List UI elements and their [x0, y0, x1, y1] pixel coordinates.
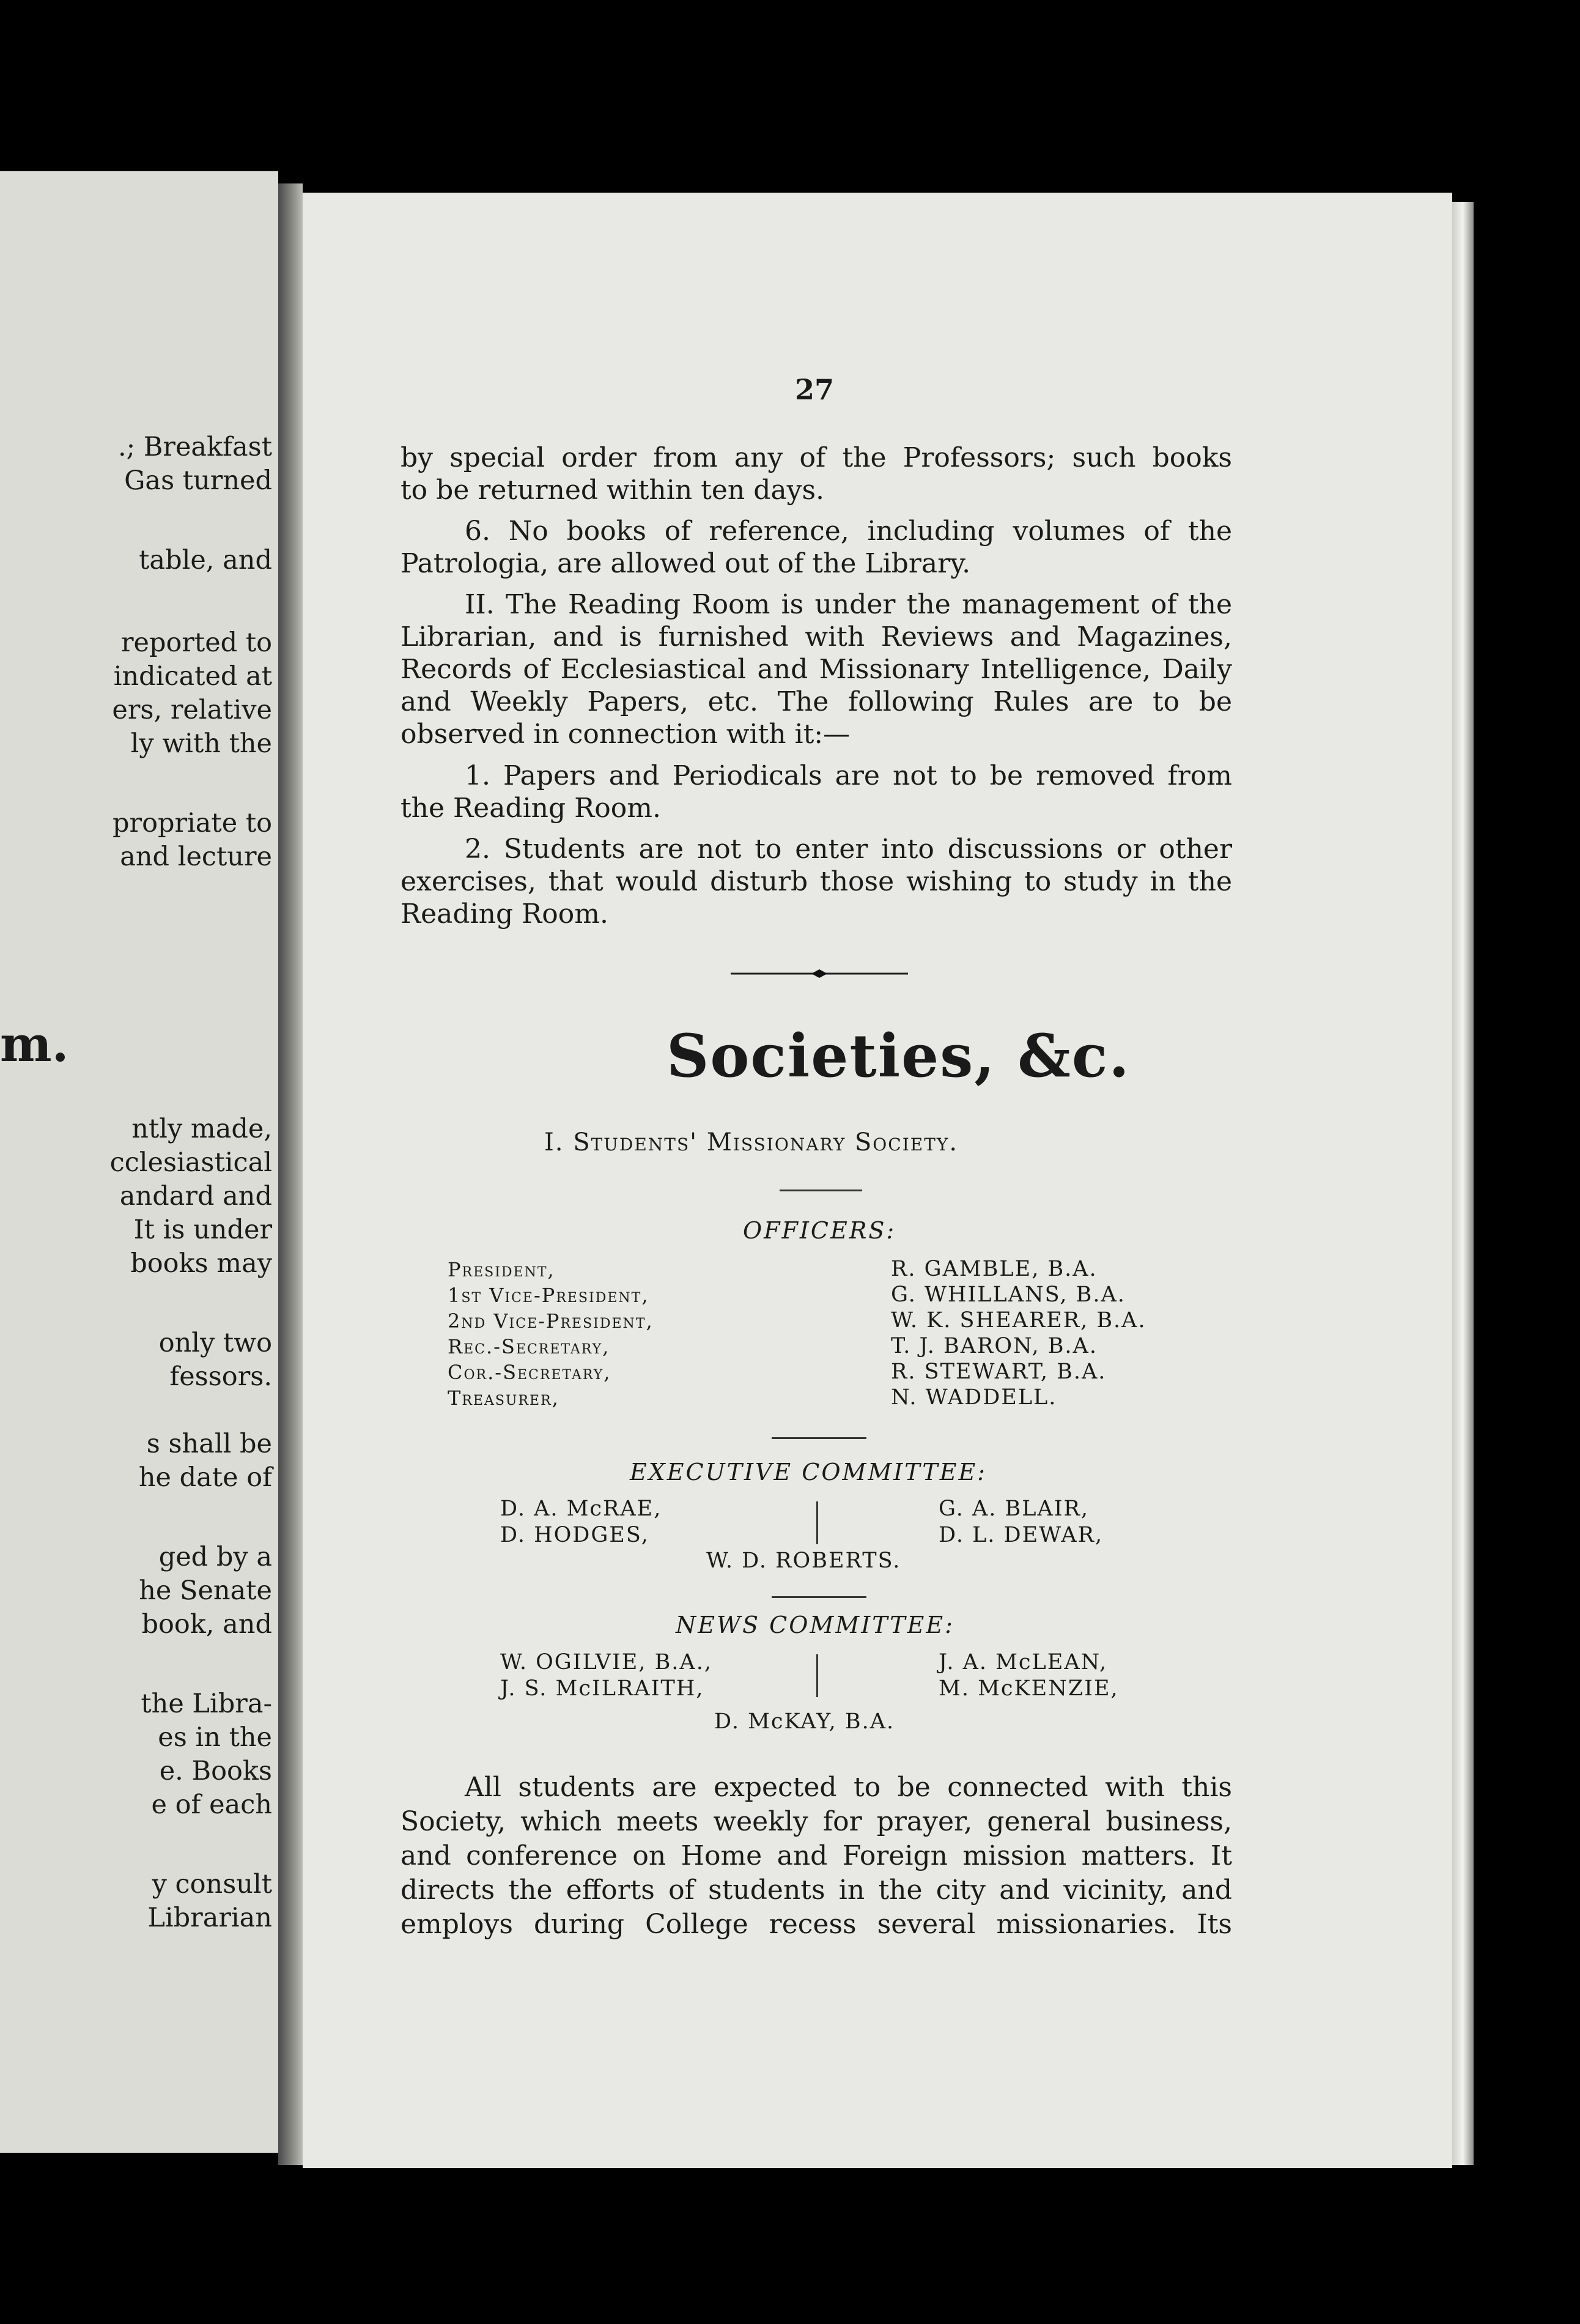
officer-title: President,: [448, 1258, 555, 1281]
paragraph: [401, 833, 1232, 930]
left-text-line: ntly made,: [131, 1114, 272, 1144]
divider: [780, 1190, 862, 1191]
officer-name: R. STEWART, B.A.: [891, 1360, 1107, 1384]
officer-row: [448, 1386, 559, 1410]
officer-name: W. K. SHEARER, B.A.: [891, 1308, 1146, 1333]
ornament-divider: [731, 968, 908, 980]
officer-title: 1st Vice-President,: [448, 1284, 649, 1307]
officers-heading: OFFICERS:: [743, 1217, 896, 1244]
left-text-line: books may: [130, 1248, 272, 1279]
column-divider: [816, 1501, 818, 1544]
left-text-line: e. Books: [159, 1756, 272, 1786]
left-text-line: book, and: [141, 1609, 272, 1640]
divider: [772, 1596, 866, 1598]
committee-member: D. McKAY, B.A.: [714, 1709, 895, 1734]
left-text-line: It is under: [133, 1215, 272, 1245]
text-line: exercises, that would disturb those wishing to study in the: [401, 866, 1232, 897]
text-line: 1. Papers and Periodicals are not to be removed from: [465, 760, 1232, 791]
closing-paragraph: [401, 1771, 1232, 1942]
left-text-line: he Senate: [139, 1575, 272, 1606]
committee-member: J. S. McILRAITH,: [500, 1676, 704, 1701]
left-heading-fragment: m.: [0, 1015, 69, 1073]
officer-name: G. WHILLANS, B.A.: [891, 1282, 1126, 1307]
text-line: 6. No books of reference, including volumes of the: [465, 516, 1232, 547]
left-text-line: andard and: [119, 1181, 272, 1212]
left-text-line: only two: [158, 1328, 272, 1358]
paragraph: [401, 442, 1232, 506]
left-text-line: table, and: [139, 545, 272, 575]
left-text-line: and lecture: [120, 842, 272, 872]
left-text-line: ly with the: [130, 728, 272, 759]
text-line: Librarian, and is furnished with Reviews and Magazines,: [401, 621, 1232, 653]
text-line: Society, which meets weekly for prayer, general business,: [401, 1806, 1232, 1837]
text-line: 2. Students are not to enter into discussions or other: [465, 834, 1232, 865]
text-line: II. The Reading Room is under the management of the: [465, 589, 1232, 620]
text-line: employs during College recess several missionaries. Its: [401, 1909, 1232, 1940]
committee-member: W. OGILVIE, B.A.,: [500, 1650, 712, 1675]
committee-member: D. L. DEWAR,: [939, 1523, 1104, 1547]
paragraph: [401, 515, 1232, 580]
left-text-line: indicated at: [113, 661, 272, 692]
left-text-line: cclesiastical: [109, 1147, 272, 1178]
text-line: Reading Room.: [401, 898, 608, 930]
officer-name: N. WADDELL.: [891, 1385, 1057, 1410]
officer-row: [448, 1309, 654, 1333]
committee-member: J. A. McLEAN,: [939, 1650, 1108, 1675]
committee-member: D. A. McRAE,: [500, 1497, 662, 1521]
left-text-line: ged by a: [158, 1542, 272, 1572]
officer-title: Cor.-Secretary,: [448, 1361, 611, 1384]
text-line: and conference on Home and Foreign mission matters. It: [401, 1840, 1232, 1871]
column-divider: [816, 1654, 818, 1697]
officer-title: Rec.-Secretary,: [448, 1335, 610, 1358]
committee-member: D. HODGES,: [500, 1523, 649, 1547]
left-text-line: ers, relative: [112, 695, 272, 725]
paragraph: [401, 588, 1232, 750]
officer-name: R. GAMBLE, B.A.: [891, 1257, 1098, 1281]
left-text-line: fessors.: [169, 1361, 272, 1392]
left-text-line: s shall be: [146, 1429, 272, 1459]
text-line: Patrologia, are allowed out of the Library.: [401, 548, 971, 579]
left-page: [0, 171, 278, 2153]
officer-name: T. J. BARON, B.A.: [891, 1334, 1098, 1358]
news-heading: NEWS COMMITTEE:: [676, 1612, 954, 1638]
committee-member: M. McKENZIE,: [939, 1676, 1119, 1701]
text-line: and Weekly Papers, etc. The following Rules are to be: [401, 686, 1232, 717]
left-text-line: the Libra-: [141, 1689, 272, 1719]
section-title: Societies, &c.: [666, 1021, 1131, 1090]
text-line: directs the efforts of students in the city and vicinity, and: [401, 1874, 1232, 1906]
left-text-line: .; Breakfast: [117, 432, 272, 462]
officer-row: [448, 1258, 555, 1281]
paragraph: [401, 760, 1232, 824]
officer-row: [448, 1335, 610, 1358]
subsection-heading: I. Students' Missionary Society.: [544, 1128, 959, 1156]
committee-member: W. D. ROBERTS.: [706, 1549, 901, 1573]
page-number: 27: [795, 373, 835, 406]
text-line: the Reading Room.: [401, 793, 661, 824]
officer-title: 2nd Vice-President,: [448, 1309, 654, 1333]
text-line: to be returned within ten days.: [401, 475, 825, 506]
text-line: observed in connection with it:—: [401, 719, 851, 750]
executive-heading: EXECUTIVE COMMITTEE:: [630, 1459, 987, 1486]
divider: [772, 1437, 866, 1439]
left-text-line: reported to: [120, 627, 272, 658]
text-line: by special order from any of the Professors; such books: [401, 442, 1232, 473]
committee-member: G. A. BLAIR,: [939, 1497, 1090, 1521]
book-gutter: [278, 183, 303, 2165]
page-edge: [1452, 202, 1474, 2165]
left-text-line: y consult: [152, 1869, 272, 1900]
officer-title: Treasurer,: [448, 1386, 559, 1410]
officer-row: [448, 1361, 611, 1384]
left-text-line: Gas turned: [124, 465, 272, 496]
left-text-line: Librarian: [147, 1903, 272, 1933]
left-text-line: propriate to: [112, 808, 272, 838]
left-text-line: e of each: [151, 1789, 272, 1820]
officer-row: [448, 1284, 649, 1307]
left-text-line: he date of: [138, 1462, 272, 1493]
text-line: Records of Ecclesiastical and Missionary Intelligence, Daily: [401, 654, 1232, 685]
left-text-line: es in the: [158, 1722, 272, 1753]
text-line: All students are expected to be connected with this: [465, 1772, 1232, 1803]
